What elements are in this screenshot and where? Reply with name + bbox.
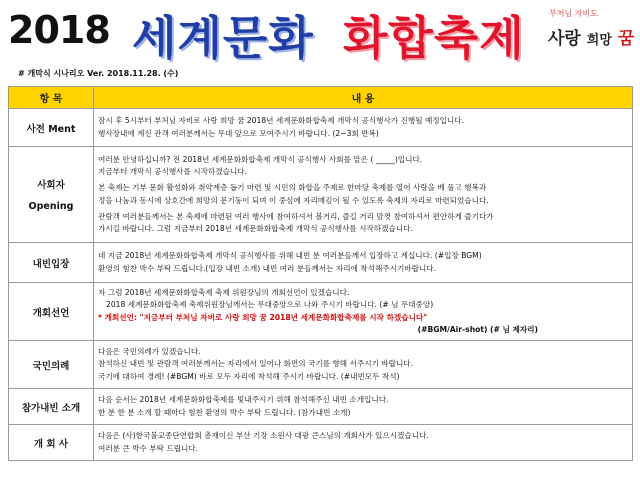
content-line: (#BGM/Air-shot) (# 님 제자리) bbox=[417, 324, 538, 334]
content-line: 잠시 후 5시부터 부처님 자비로 사랑 희망 꿈 2018년 세계문화화합축제 개막식 공식행사가 진행될 예정입니다. bbox=[98, 116, 465, 126]
row-label: 내빈입장 bbox=[9, 243, 94, 283]
row-label: 개 회 사 bbox=[9, 425, 94, 461]
header-item: 항 목 bbox=[9, 87, 94, 109]
row-label: 참가내빈 소개 bbox=[9, 389, 94, 425]
content-line: 다음 순서는 2018년 세계문화화합축제를 빛내주시기 위해 참석해주신 내빈 소개입니다. bbox=[98, 395, 389, 405]
table-row bbox=[9, 243, 633, 283]
content-line: 2018 세계문화화합축제 축제위원장님께서는 무대중앙으로 나와 주시기 바랍니다. (# 님 무대중앙) bbox=[106, 300, 434, 310]
content-line: 환영의 힘찬 박수 부탁 드립니다.(입장 내빈 소개) 내빈 여러 분들께서는 자리에 착석해주시기바랍니다. bbox=[98, 263, 437, 273]
table-row bbox=[9, 389, 633, 425]
title-part1: 세계문화 bbox=[132, 11, 314, 65]
row-content bbox=[94, 109, 633, 147]
content-line: 정을 나눔과 동시에 상호간에 희망의 문기둥이 되며 이 중심에 자리매김이 될 수 있도록 축제의 자리로 마련되었습니다. bbox=[98, 195, 489, 205]
row-content bbox=[94, 147, 633, 243]
row-label: 개회선언 bbox=[9, 283, 94, 341]
content-line: 가시길 바랍니다. 그럼 지금부터 2018년 세계문화화합축제 개막식 공식행사를 시작하겠습니다. bbox=[98, 223, 413, 233]
content-line: 네 지금 2018년 세계문화화합축제 개막식 공식행사를 위해 내빈 분 여러분들께서 입장하고 계십니다. (#입장 BGM) bbox=[98, 251, 482, 261]
table-row bbox=[9, 147, 633, 243]
program-table bbox=[8, 86, 633, 461]
slogan-c: 꿈 bbox=[617, 29, 635, 49]
content-line: 행사장내에 계신 관객 여러분께서는 무대 앞으로 모여주시기 바랍니다. (2~3회 반복) bbox=[98, 128, 379, 138]
row-label-sub: Opening bbox=[28, 201, 74, 212]
row-label bbox=[9, 147, 94, 243]
slogan-b: 희망 bbox=[586, 33, 612, 48]
row-content bbox=[94, 243, 633, 283]
row-content bbox=[94, 389, 633, 425]
page-header bbox=[0, 0, 640, 68]
content-line: 여러분 큰 박수 부탁 드립니다. bbox=[98, 443, 199, 453]
table-header-row bbox=[9, 87, 633, 109]
table-row bbox=[9, 109, 633, 147]
content-line: 참석하신 내빈 및 관람객 여러분께서는 자리에서 일어나 화면의 국기를 향해 서주시기 바랍니다. bbox=[98, 359, 414, 369]
title-part2: 화합축제 bbox=[343, 11, 525, 65]
scenario-version: # 개막식 시나리오 Ver. 2018.11.28. (수) bbox=[18, 69, 179, 78]
content-line: 한 분 한 분 소개 할 때마다 힘찬 환영의 박수 부탁 드립니다. (참가내빈 소개) bbox=[98, 407, 351, 417]
content-line: 여러분 안녕하십니까? 전 2018년 세계문화화합축제 개막식 공식행사 사회를 맡은 ( _____)입니다. bbox=[98, 154, 423, 164]
table-row bbox=[9, 425, 633, 461]
org-small-text: 부처님 자비도 bbox=[549, 9, 598, 18]
content-line: 국기에 대하여 경례! (#BGM) 바로 모두 자리에 착석해 주시기 바랍니다. (#내빈모두 착석) bbox=[98, 371, 400, 381]
header-content: 내 용 bbox=[94, 87, 633, 109]
content-line: 본 축제는 기부 문화 활성화와 취약계층 돕기 마련 및 시민의 화합을 주제로 한마당 축제를 열어 사랑을 베 풀고 행복과 bbox=[98, 183, 487, 193]
header-year: 2018 bbox=[8, 8, 110, 52]
row-label: 사전 Ment bbox=[9, 109, 94, 147]
slogan-logo bbox=[548, 24, 634, 49]
row-label: 국민의례 bbox=[9, 341, 94, 389]
table-row bbox=[9, 341, 633, 389]
row-content bbox=[94, 283, 633, 341]
row-content bbox=[94, 341, 633, 389]
content-line: 자 그럼 2018년 세계문화화합축제 축제 위원장님의 개회선언이 있겠습니다. bbox=[98, 288, 350, 298]
content-line: 다음은 (사)한국불교종단연합회 총재이신 부산 기장 소원사 대광 큰스님의 개회사가 있으시겠습니다. bbox=[98, 431, 429, 441]
slogan-a: 사랑 bbox=[548, 29, 581, 49]
row-label-main: 사회자 bbox=[37, 180, 65, 191]
row-content bbox=[94, 425, 633, 461]
content-line: 다음은 국민의례가 있겠습니다. bbox=[98, 347, 201, 357]
content-line: 관람객 여러분들께서는 본 축제에 마련된 여러 행사에 참여하셔서 볼거리, 즐길 거리 맘껏 참여하셔서 편안하게 즐기다가 bbox=[98, 211, 494, 221]
content-line: 지금부터 개막식 공식행사를 시작하겠습니다. bbox=[98, 167, 248, 177]
table-row bbox=[9, 283, 633, 341]
opening-declaration: * 개회선언: "지금부터 부처님 자비로 사랑 희망 꿈 2018년 세계문화화합축제를 시작 하겠습니다" bbox=[98, 312, 428, 322]
